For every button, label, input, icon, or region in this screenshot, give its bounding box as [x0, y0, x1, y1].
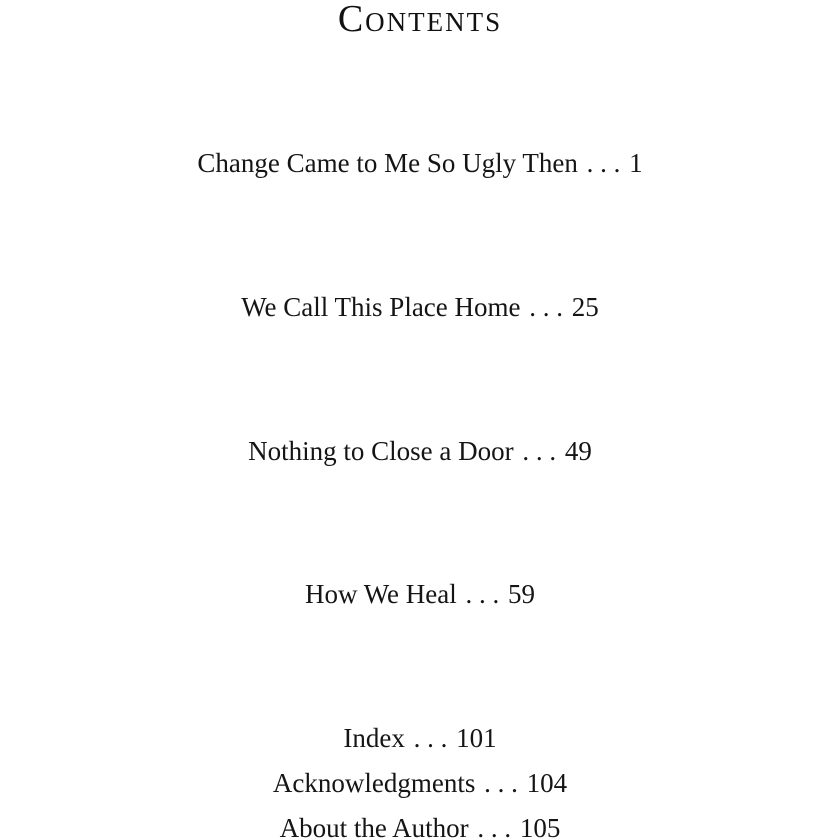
- toc-entry: [0, 767, 840, 799]
- toc-entry-page: 25: [571, 292, 599, 322]
- toc-entry-title: Change Came to Me So Ugly Then: [197, 148, 578, 178]
- toc-entry-page: 105: [519, 813, 561, 840]
- toc-entry-page: 104: [526, 768, 568, 798]
- toc-entry-title: How We Heal: [304, 579, 457, 609]
- toc-entry-page: 59: [508, 579, 536, 609]
- toc-entry: [0, 291, 840, 323]
- toc-entry: [0, 812, 840, 840]
- toc-entry: [0, 578, 840, 610]
- toc-entry-title: Index: [343, 723, 405, 753]
- toc-entry-title: Acknowledgments: [272, 768, 476, 798]
- toc-entry-page: 49: [564, 436, 592, 466]
- toc-entry-title: About the Author: [279, 813, 469, 840]
- toc-entry-separator: . . .: [477, 813, 512, 840]
- toc-entry-page: 1: [629, 148, 643, 178]
- toc-entry-title: We Call This Place Home: [241, 292, 521, 322]
- toc-entry-page: 101: [456, 723, 497, 753]
- toc-entry-separator: . . .: [484, 768, 518, 798]
- toc-entry-separator: . . .: [413, 723, 448, 753]
- toc-entry: [0, 722, 840, 754]
- toc-entry-title: Nothing to Close a Door: [248, 436, 514, 466]
- toc-entry-separator: . . .: [522, 436, 557, 466]
- toc-entry: [0, 147, 840, 179]
- toc-entry-separator: . . .: [529, 292, 564, 322]
- contents-heading: Contents: [337, 0, 503, 40]
- toc-entry-separator: . . .: [465, 579, 500, 609]
- toc-entry: [0, 435, 840, 467]
- toc-entry-separator: . . .: [586, 148, 621, 178]
